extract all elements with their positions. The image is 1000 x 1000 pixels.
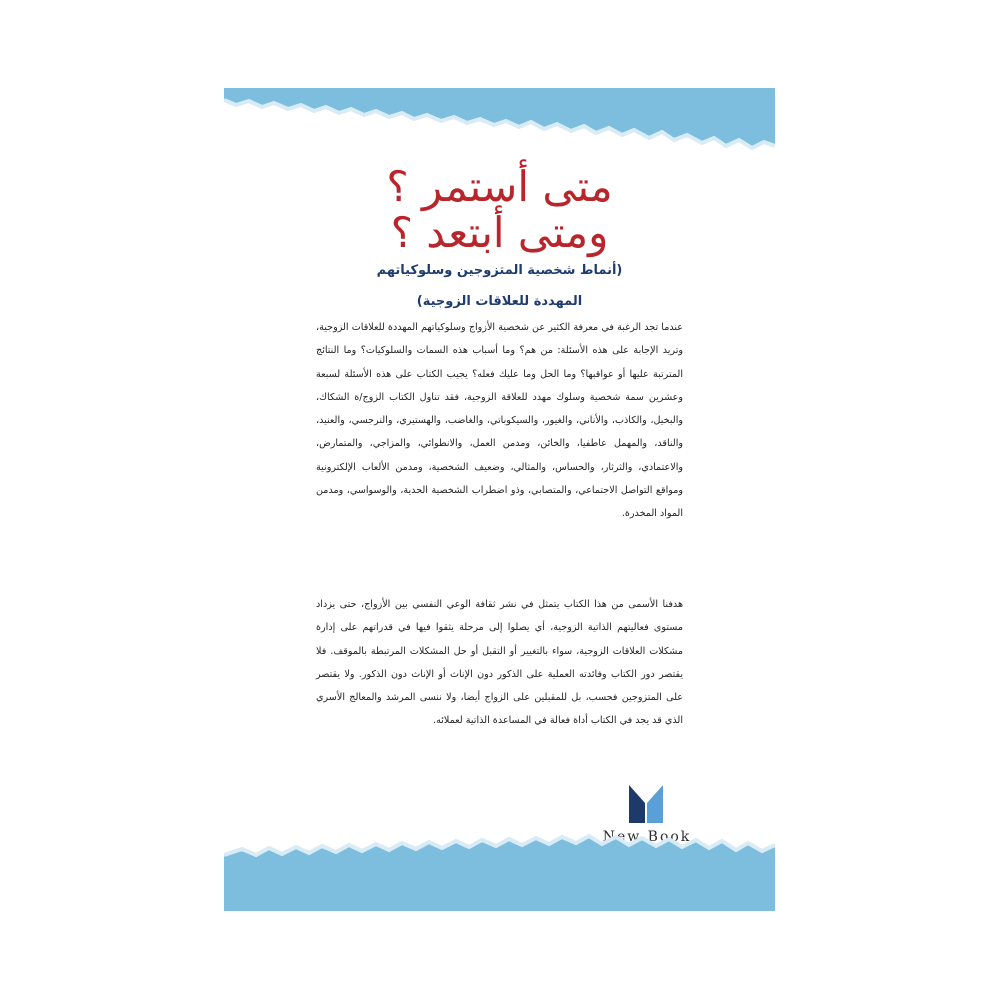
book-cover <box>224 88 775 911</box>
publisher-brand: New Book <box>602 829 692 845</box>
blurb-paragraph-1: عندما تجد الرغبة في معرفة الكثير عن شخصية الأزواج وسلوكياتهم المهددة للعلاقات الزوجية، وتريد الإجابة على هذه الأسئلة: من هم؟ وما أسباب هذه السمات والسلوكيات؟ وما النتائج المترتبة عليها أو عواقبها؟ وما الحل وما عليك فعله؟ يجيب الكتاب على هذه الأسئلة لسبعة وعشرين سمة شخصية وسلوك مهدد للعلاقة الزوجية، فقد تناول الكتاب الزوج/ة الشكاك، والبخيل، والكاذب، والأناني، والغيور، والسيكوباتي، والغاضب، والهستيري، والنرجسي، والعنيد، والناقد، والمهمل عاطفيا، والخائن، ومدمن العمل، والانطوائي، والمزاجي، والمتمارض، والاعتمادي، والثرثار، والحساس، والمثالي، وضعيف الشخصية، ومدمن الألعاب الإلكترونية ومواقع التواصل الاجتماعي، والمتصابي، وذو اضطراب الشخصية الحدية، والوسواسي، ومدمن المواد المخدرة. <box>316 322 683 520</box>
subtitle-line-2: المهددة للعلاقات الزوجية) <box>416 294 583 309</box>
title-line-1: متى أستمر ؟ <box>386 162 613 211</box>
title-line-2: ومتى أبتعد ؟ <box>390 208 609 257</box>
subtitle-line-1: (أنماط شخصية المتزوجين وسلوكياتهم <box>376 263 623 278</box>
blurb-paragraph-2: هدفنا الأسمى من هذا الكتاب يتمثل في نشر ثقافة الوعي النفسي بين الأزواج، حتى يزداد مستوى فعاليتهم الذاتية الزوجية، أي يصلوا إلى مرحلة يثقوا فيها في قدراتهم على إدارة مشكلات العلاقات الزوجية، سواء بالتغيير أو التقبل أو حل المشكلات المرتبطة بالموقف. فلا يقتصر دور الكتاب وفائدته العملية على الذكور دون الإناث أو الإناث دون الذكور. ولا يقتصر على المتزوجين فحسب، بل للمقبلين على الزواج أيضا، ولا ننسى المرشد والمعالج الأسري الذي قد يجد في الكتاب أداة فعالة في المساعدة الذاتية لعملائه. <box>316 599 683 727</box>
torn-paper-bottom <box>224 825 775 911</box>
new-book-logo-icon <box>587 775 707 827</box>
